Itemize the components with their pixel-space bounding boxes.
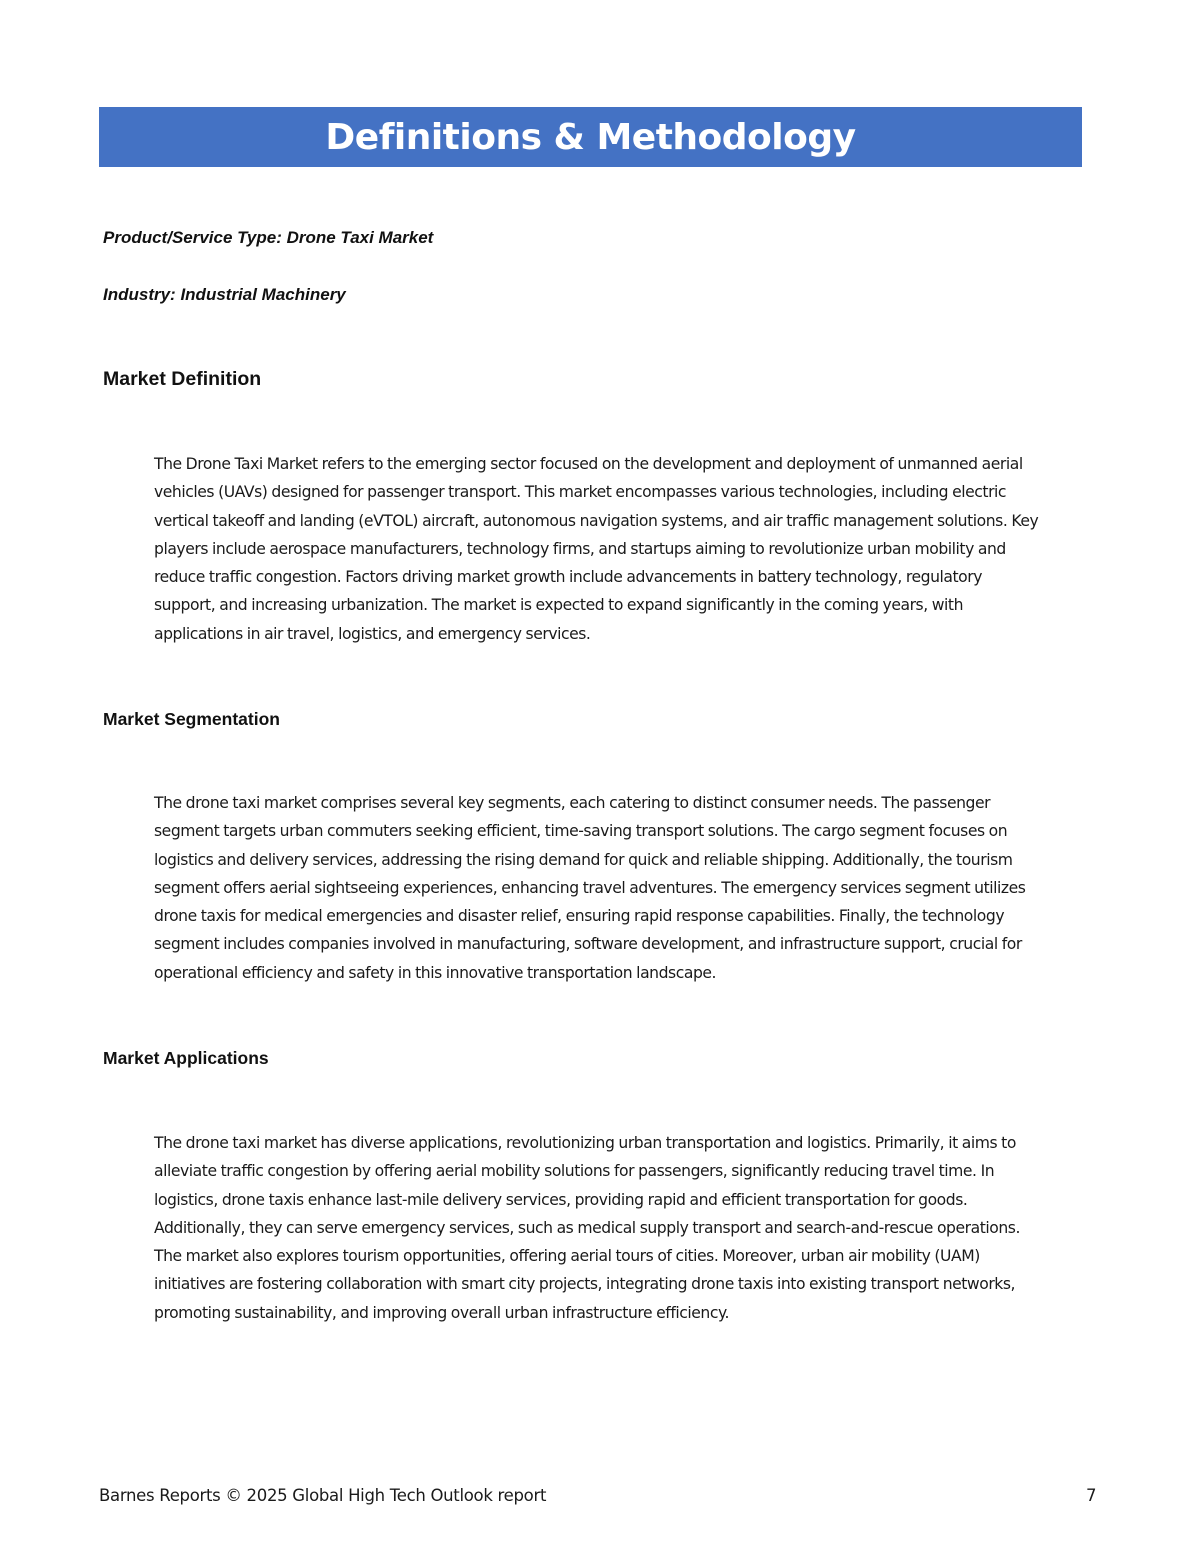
market-applications-body: The drone taxi market has diverse applications, revolutionizing urban transportation and logistics. Primarily, it aims to alleviate traffic congestion by offering aerial mobility solutions for passengers, significantly reducing travel time. In logistics, drone taxis enhance last-mile delivery services, providing rapid and efficient transportation for goods. Additionally, they can serve emergency services, such as medical supply transport and search-and-rescue operations. The market also explores tourism opportunities, offering aerial tours of cities. Moreover, urban air mobility (UAM) initiatives are fostering collaboration with smart city projects, integrating drone taxis into existing transport networks, promoting sustainability, and improving overall urban infrastructure efficiency.	[154, 1134, 1020, 1322]
market-definition-heading: Market Definition	[103, 368, 262, 390]
page-title-banner	[99, 107, 1082, 167]
industry-label: Industry: Industrial Machinery	[103, 285, 346, 304]
page-title: Definitions & Methodology	[325, 116, 856, 158]
market-applications-heading: Market Applications	[103, 1048, 269, 1068]
market-segmentation-body: The drone taxi market comprises several key segments, each catering to distinct consumer needs. The passenger segment targets urban commuters seeking efficient, time-saving transport solutions. The cargo segment focuses on logistics and delivery services, addressing the rising demand for quick and reliable shipping. Additionally, the tourism segment offers aerial sightseeing experiences, enhancing travel adventures. The emergency services segment utilizes drone taxis for medical emergencies and disaster relief, ensuring rapid response capabilities. Finally, the technology segment includes companies involved in manufacturing, software development, and infrastructure support, crucial for operational efficiency and safety in this innovative transportation landscape.	[154, 794, 1026, 982]
market-segmentation-heading: Market Segmentation	[103, 709, 280, 729]
footer-source: Barnes Reports © 2025 Global High Tech Outlook report	[99, 1486, 547, 1505]
product-service-type: Product/Service Type: Drone Taxi Market	[103, 228, 434, 247]
footer-page-number: 7	[1086, 1486, 1097, 1505]
market-definition-body: The Drone Taxi Market refers to the emerging sector focused on the development and deployment of unmanned aerial vehicles (UAVs) designed for passenger transport. This market encompasses various technologies, including electric vertical takeoff and landing (eVTOL) aircraft, autonomous navigation systems, and air traffic management solutions. Key players include aerospace manufacturers, technology firms, and startups aiming to revolutionize urban mobility and reduce traffic congestion. Factors driving market growth include advancements in battery technology, regulatory support, and increasing urbanization. The market is expected to expand significantly in the coming years, with applications in air travel, logistics, and emergency services.	[154, 455, 1039, 643]
